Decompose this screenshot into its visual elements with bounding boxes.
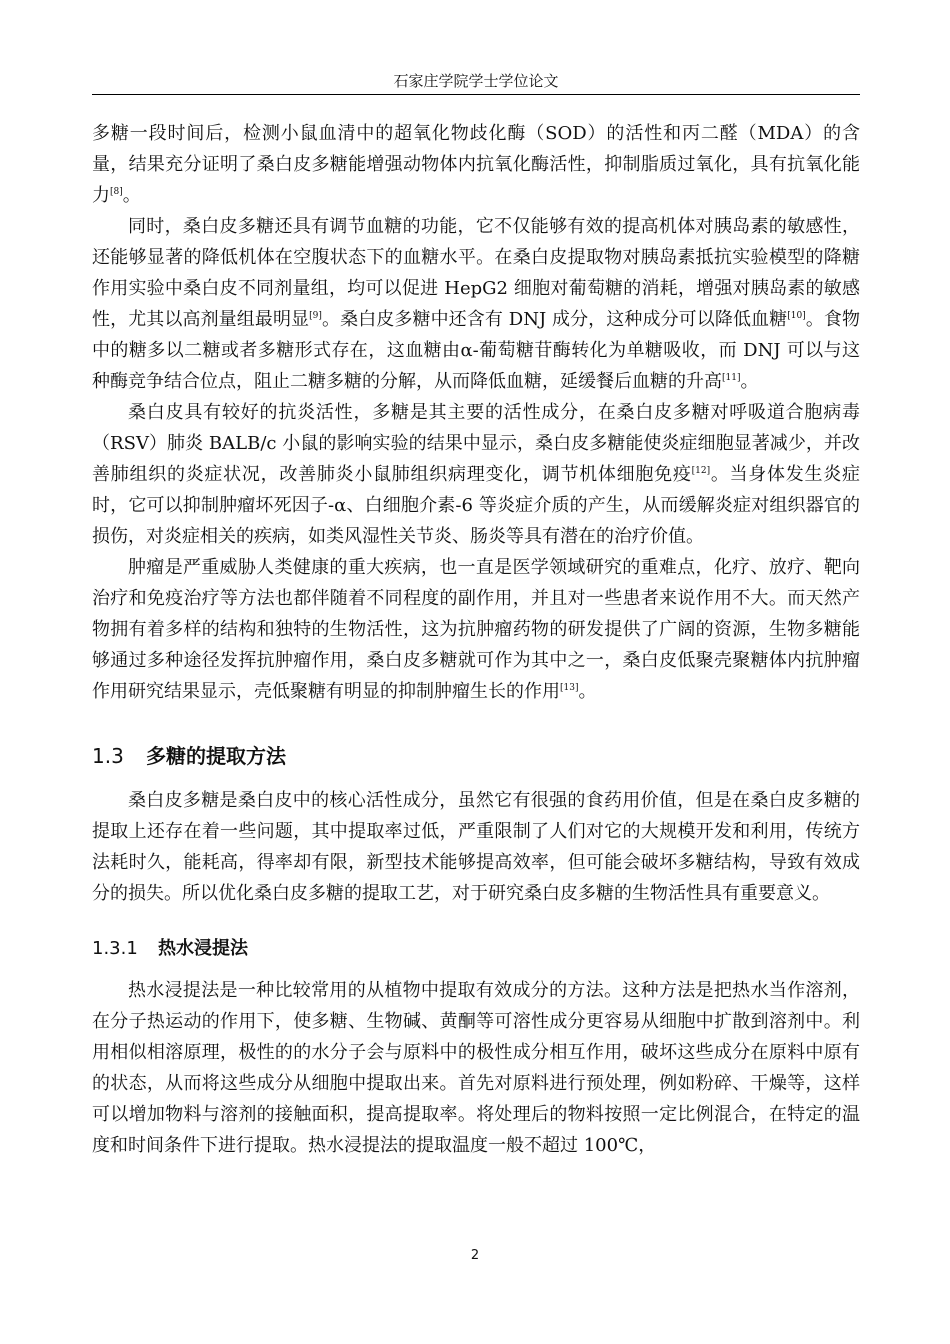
citation-10: [10] [787, 311, 806, 321]
paragraph-text: 。 [578, 681, 597, 702]
paragraph-extraction-intro: 桑白皮多糖是桑白皮中的核心活性成分，虽然它有很强的食药用价值，但是在桑白皮多糖的提取上还存在着一些问题，其中提取率过低，严重限制了人们对它的大规模开发和利用，传统方法耗时久，能耗高，得率却有限，新型技术能够提高效率，但可能会破坏多糖结构，导致有效成分的损失。所以优化桑白皮多糖的提取工艺，对于研究桑白皮多糖的生物活性具有重要意义。 [92, 790, 860, 904]
paragraph-text: 。 [122, 185, 141, 206]
page-body [92, 118, 860, 1161]
citation-12: [12] [691, 466, 711, 476]
paragraph-antioxidant [92, 118, 860, 211]
section-heading-1-3 [92, 741, 860, 771]
paragraph-text: 。 [740, 371, 759, 392]
citation-13: [13] [560, 683, 579, 693]
paragraph-hot-water-extraction: 热水浸提法是一种比较常用的从植物中提取有效成分的方法。这种方法是把热水当作溶剂，在分子热运动的作用下，使多糖、生物碱、黄酮等可溶性成分更容易从细胞中扩散到溶剂中。利用相似相溶原理，极性的的水分子会与原料中的极性成分相互作用，破坏这些成分在原料中原有的状态，从而将这些成分从细胞中提取出来。首先对原料进行预处理，例如粉碎、干燥等，这样可以增加物料与溶剂的接触面积，提高提取率。将处理后的物料按照一定比例混合，在特定的温度和时间条件下进行提取。热水浸提法的提取温度一般不超过 100℃， [92, 980, 860, 1156]
section-title: 多糖的提取方法 [146, 744, 286, 768]
section-number: 1.3 [92, 744, 124, 768]
page-number: 2 [470, 1248, 480, 1263]
paragraph-text: 肿瘤是严重威胁人类健康的重大疾病，也一直是医学领域研究的重难点，化疗、放疗、靶向治疗和免疫治疗等方法也都伴随着不同程度的副作用，并且对一些患者来说作用不大。而天然产物拥有着多样的结构和独特的生物活性，这为抗肿瘤药物的研发提供了广阔的资源，生物多糖能够通过多种途径发挥抗肿瘤作用，桑白皮多糖就可作为其中之一，桑白皮低聚壳聚糖体内抗肿瘤作用研究结果显示，壳低聚糖有明显的抑制肿瘤生长的作用 [92, 557, 860, 702]
paragraph-text: 同时，桑白皮多糖还具有调节血糖的功能，它不仅能够有效的提高机体对胰岛素的敏感性，还能够显著的降低机体在空腹状态下的血糖水平。在桑白皮提取物对胰岛素抵抗实验模型的降糖作用实验中桑白皮不同剂量组，均可以促进 HepG2 细胞对葡萄糖的消耗，增强对胰岛素的敏感性，尤其以高剂量组最明显 [92, 216, 860, 330]
section-number: 1.3.1 [92, 938, 138, 959]
paragraph-anti-inflammatory [92, 397, 860, 552]
thesis-title: 石家庄学院学士学位论文 [393, 72, 559, 90]
paragraph-blood-sugar [92, 211, 860, 397]
paragraph-text: 。桑白皮多糖中还含有 DNJ 成分，这种成分可以降低血糖 [321, 309, 788, 330]
page-header [92, 68, 860, 95]
citation-8: [8] [110, 187, 123, 197]
paragraph-text: 桑白皮具有较好的抗炎活性，多糖是其主要的活性成分，在桑白皮多糖对呼吸道合胞病毒（RSV）肺炎 BALB/c 小鼠的影响实验的结果中显示，桑白皮多糖能使炎症细胞显著减少，并改善肺组织的炎症状况，改善肺炎小鼠肺组织病理变化，调节机体细胞免疫 [92, 402, 860, 485]
citation-9: [9] [309, 311, 322, 321]
paragraph-text: 。当身体发生炎症时，它可以抑制肿瘤坏死因子-α、白细胞介素-6 等炎症介质的产生，从而缓解炎症对组织器官的损伤，对炎症相关的疾病，如类风湿性关节炎、肠炎等具有潜在的治疗价值。 [92, 464, 860, 547]
paragraph-text: 多糖一段时间后，检测小鼠血清中的超氧化物歧化酶（SOD）的活性和丙二醛（MDA）的含量，结果充分证明了桑白皮多糖能增强动物体内抗氧化酶活性，抑制脂质过氧化，具有抗氧化能力 [92, 123, 860, 206]
section-title: 热水浸提法 [158, 938, 248, 959]
paragraph-text: 。食物中的糖多以二糖或者多糖形式存在，这血糖由α-葡萄糖苷酶转化为单糖吸收，而 DNJ 可以与这种酶竞争结合位点，阻止二糖多糖的分解，从而降低血糖，延缓餐后血糖的升高 [92, 309, 861, 392]
citation-11: [11] [722, 373, 741, 383]
paragraph-antitumor [92, 552, 860, 707]
section-heading-1-3-1 [92, 935, 860, 963]
